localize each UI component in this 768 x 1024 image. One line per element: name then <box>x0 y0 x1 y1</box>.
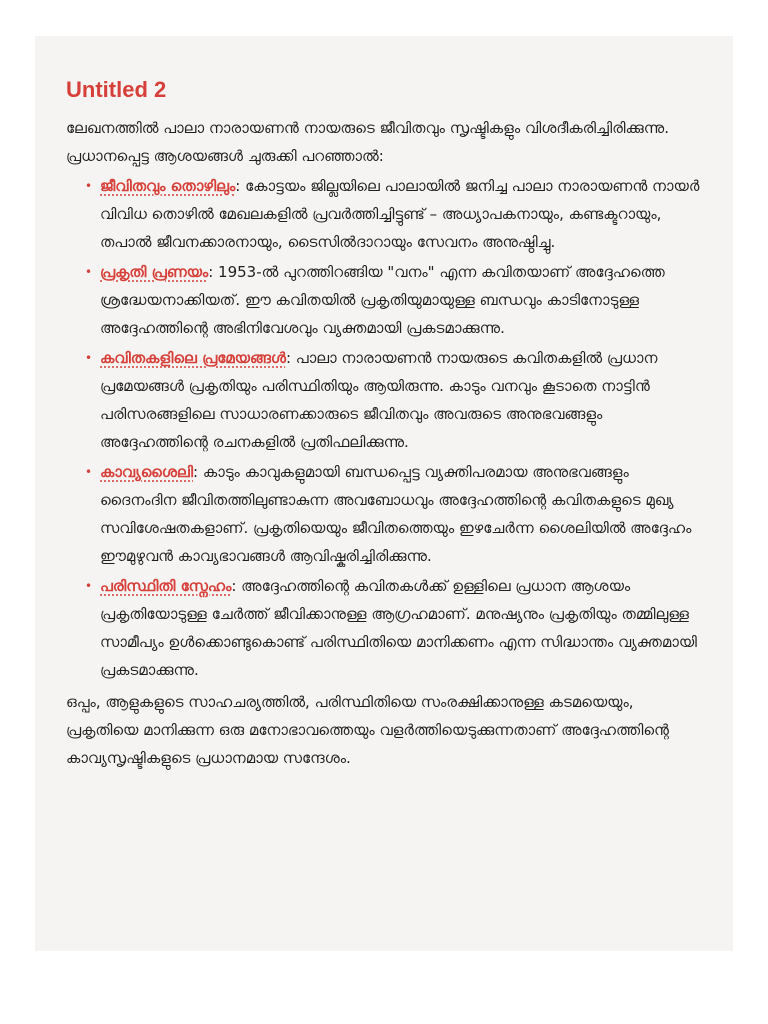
bullet-icon: • <box>85 351 93 365</box>
document-card <box>35 36 733 951</box>
bullet-icon: • <box>85 179 93 193</box>
point-term: ജീവിതവും തൊഴിലും <box>100 177 236 195</box>
intro-paragraph: ലേഖനത്തിൽ പാലാ നാരായണൻ നായരുടെ ജീവിതവും സൃഷ്ടികളും വിശദീകരിച്ചിരിക്കുന്നു. പ്രധാനപ്പെട്ട ആശയങ്ങൾ ചുരുക്കി പറഞ്ഞാൽ: <box>66 119 669 165</box>
point-term: പരിസ്ഥിതി സ്നേഹം <box>100 577 232 595</box>
point-term: കാവ്യശൈലി <box>100 463 193 481</box>
point-text: : പാലാ നാരായണൻ നായരുടെ കവിതകളിൽ പ്രധാന പ്രമേയങ്ങൾ പ്രകൃതിയും പരിസ്ഥിതിയും ആയിരുന്നു. കാടും വനവും കൂടാതെ നാട്ടിൻ പരിസരങ്ങളിലെ സാധാരണക്കാരുടെ ജീവിതവും അവരുടെ അനുഭവങ്ങളും അദ്ദേഹത്തിന്റെ രചനകളിൽ പ്രതിഫലിക്കുന്നു. <box>100 349 658 451</box>
list-item <box>85 258 703 342</box>
bullet-icon: • <box>85 465 93 479</box>
point-text: : 1953-ൽ പുറത്തിറങ്ങിയ "വനം" എന്ന കവിതയാണ് അദ്ദേഹത്തെ ശ്രദ്ധേയനാക്കിയത്. ഈ കവിതയിൽ പ്രകൃതിയുമായുള്ള ബന്ധവും കാടിനോടുള്ള അദ്ദേഹത്തിന്റെ അഭിനിവേശവും വ്യക്തമായി പ്രകടമാക്കുന്നു. <box>100 263 665 337</box>
conclusion-paragraph: ഒപ്പം, ആളുകളുടെ സാഹചര്യത്തിൽ, പരിസ്ഥിതിയെ സംരക്ഷിക്കാനുള്ള കടമയെയും, പ്രകൃതിയെ മാനിക്കുന്ന ഒരു മനോഭാവത്തെയും വളർത്തിയെടുക്കുന്നതാണ് അദ്ദേഹത്തിന്റെ കാവ്യസൃഷ്ടികളുടെ പ്രധാനമായ സന്ദേശം. <box>66 693 669 767</box>
list-item <box>85 572 703 684</box>
point-text: : അദ്ദേഹത്തിന്റെ കവിതകൾക്ക് ഉള്ളിലെ പ്രധാന ആശയം പ്രകൃതിയോടുള്ള ചേർത്ത് ജീവിക്കാനുള്ള ആഗ്രഹമാണ്. മനുഷ്യനും പ്രകൃതിയും തമ്മിലുള്ള സാമീപ്യം ഉൾക്കൊണ്ടുകൊണ്ട് പരിസ്ഥിതിയെ മാനിക്കണം എന്ന സിദ്ധാന്തം വ്യക്തമായി പ്രകടമാക്കുന്നു. <box>100 577 697 679</box>
document-title: Untitled 2 <box>66 77 167 102</box>
list-item <box>85 344 703 456</box>
bullet-icon: • <box>85 265 93 279</box>
point-text: : കാടും കാവുകളുമായി ബന്ധപ്പെട്ട വ്യക്തിപരമായ അനുഭവങ്ങളും ദൈനംദിന ജീവിതത്തിലുണ്ടാകുന്ന അവബോധവും അദ്ദേഹത്തിന്റെ കവിതകളുടെ മുഖ്യ സവിശേഷതകളാണ്. പ്രകൃതിയെയും ജീവിതത്തെയും ഇഴചേർന്ന ശൈലിയിൽ അദ്ദേഹം ഈമുഴുവൻ കാവ്യഭാവങ്ങൾ ആവിഷ്കരിച്ചിരിക്കുന്നു. <box>100 463 692 565</box>
point-text: : കോട്ടയം ജില്ലയിലെ പാലായിൽ ജനിച്ച പാലാ നാരായണൻ നായർ വിവിധ തൊഴിൽ മേഖലകളിൽ പ്രവർത്തിച്ചിട്ടുണ്ട് – അധ്യാപകനായും, കണ്ടക്ടറായും, തപാൽ ജീവനക്കാരനായും, ടൈസിൽദാറായും സേവനം അനുഷ്ഠിച്ചു. <box>100 177 700 251</box>
list-item <box>85 172 703 256</box>
key-points-list <box>66 172 703 684</box>
point-term: കവിതകളിലെ പ്രമേയങ്ങൾ <box>100 349 286 367</box>
point-term: പ്രകൃതി പ്രണയം <box>100 263 209 281</box>
list-item <box>85 458 703 570</box>
bullet-icon: • <box>85 579 93 593</box>
